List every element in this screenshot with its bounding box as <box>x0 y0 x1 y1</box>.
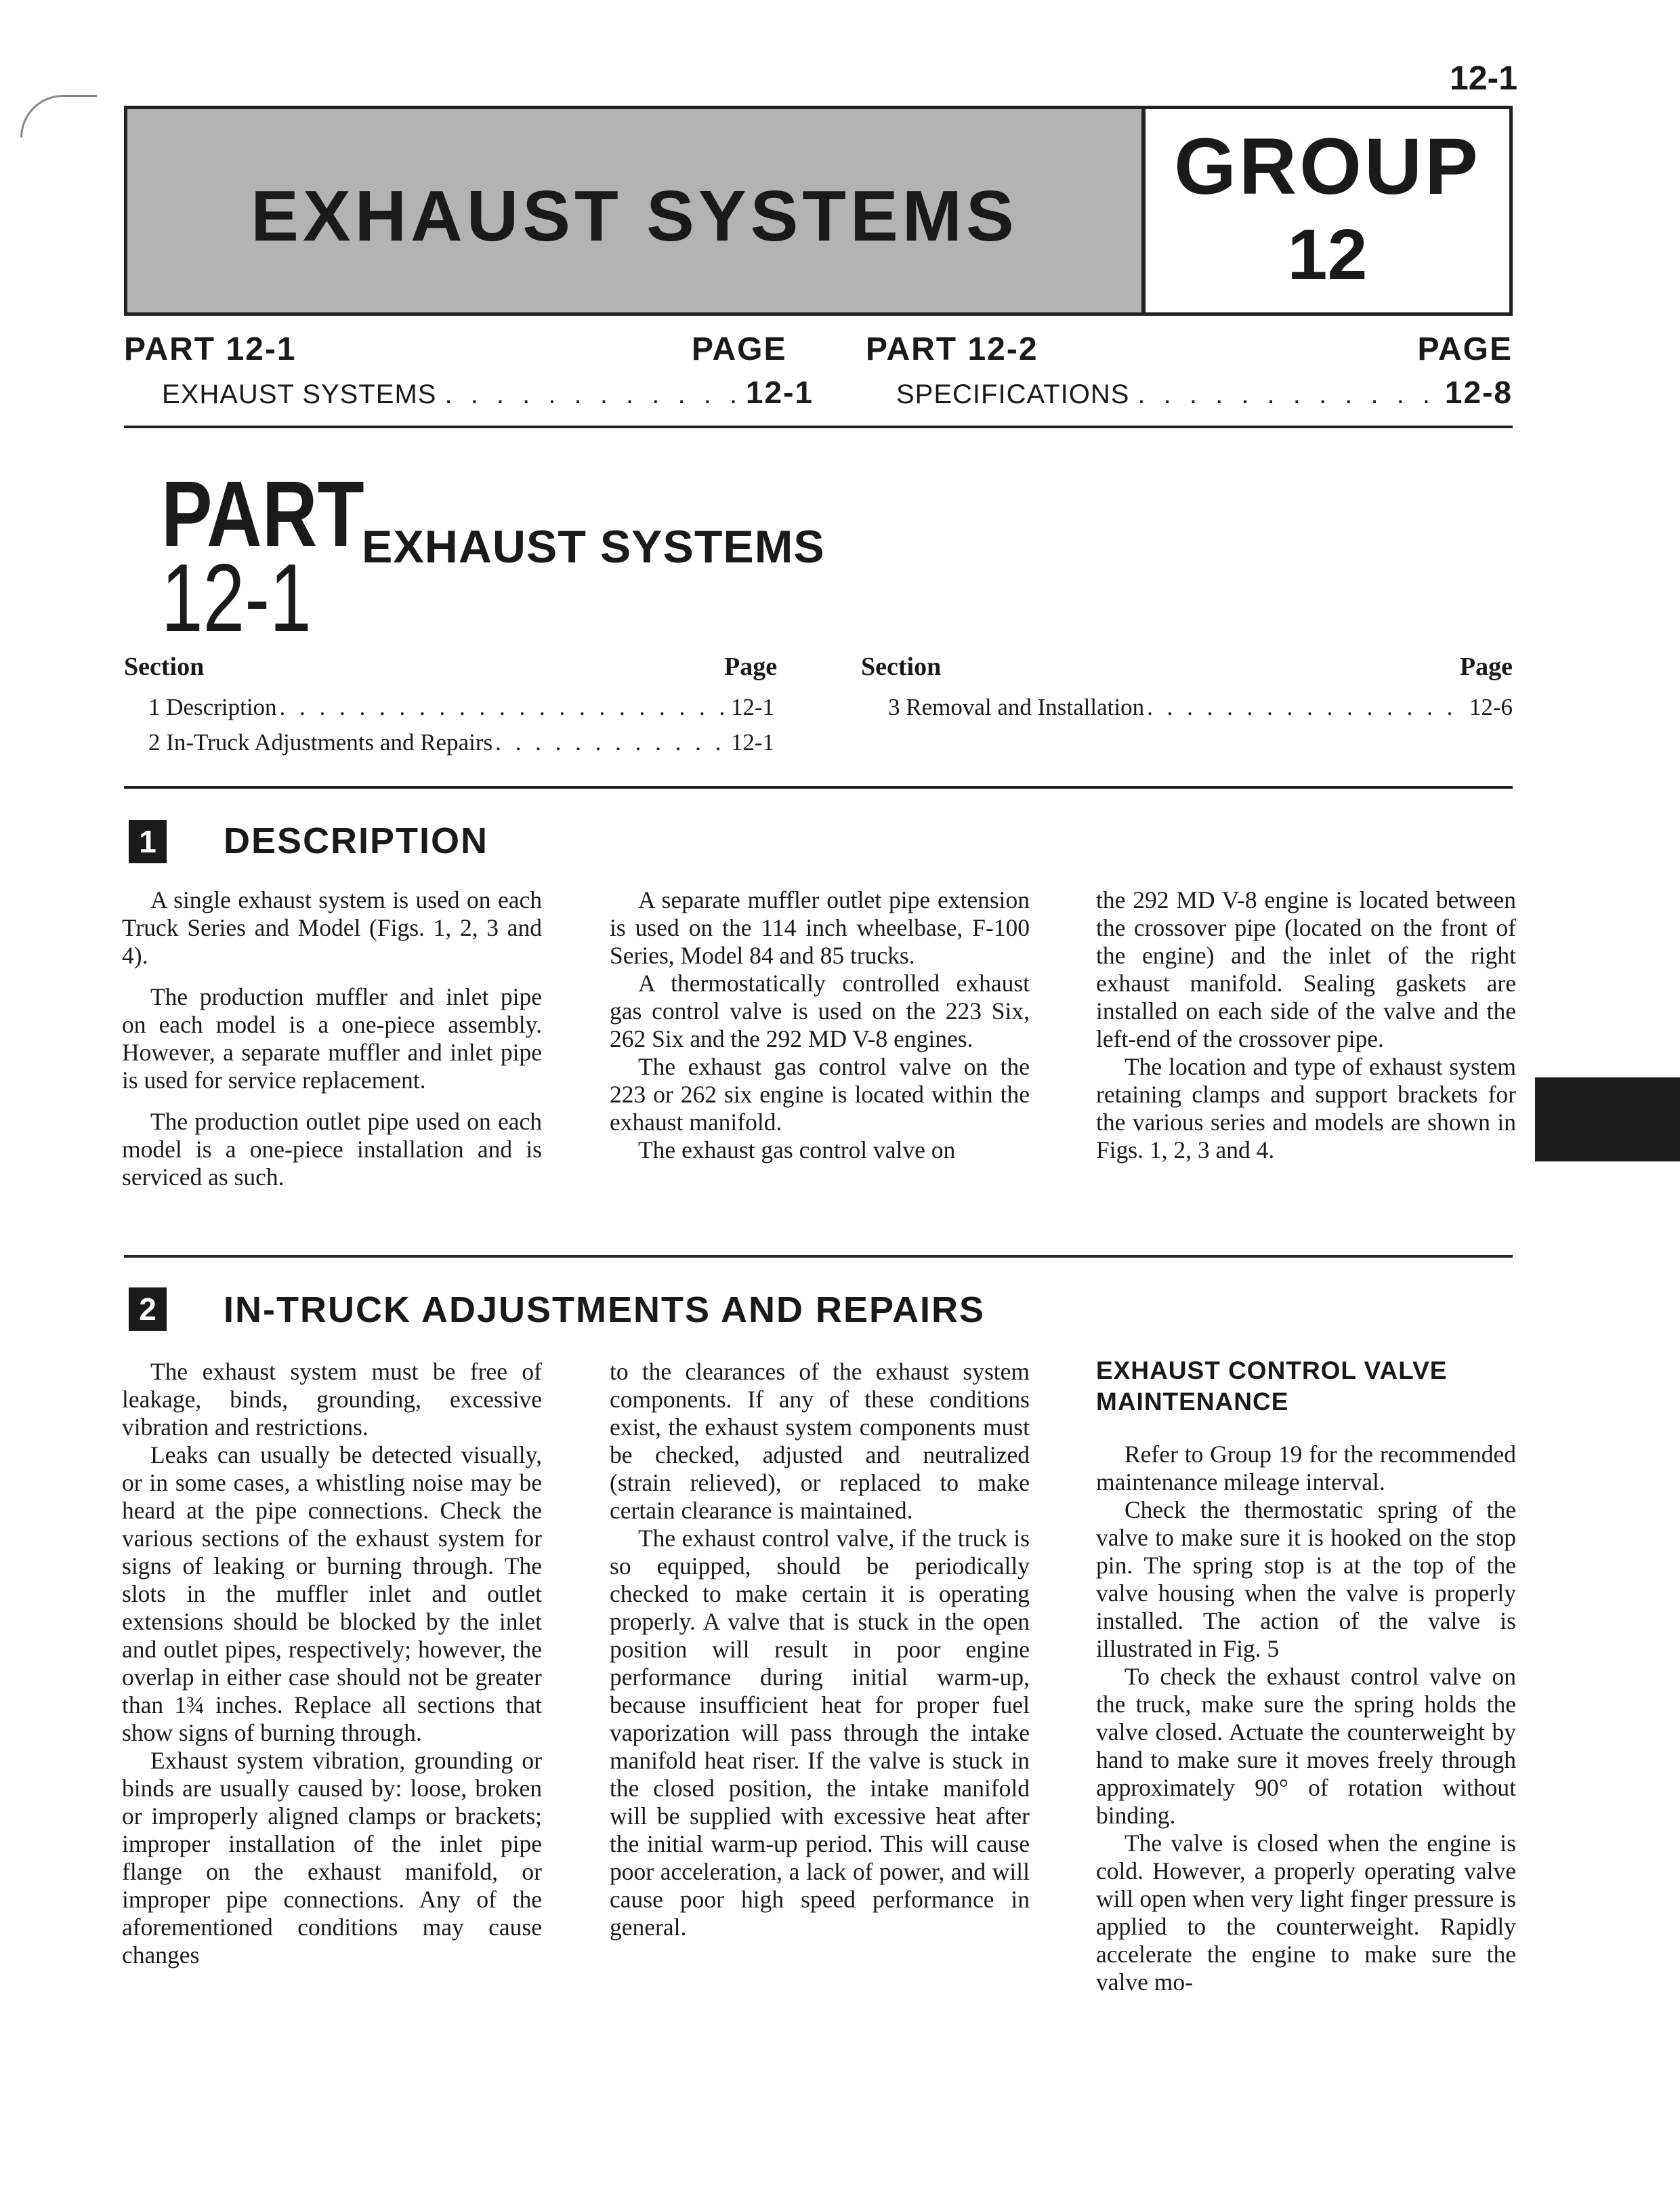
paragraph: The valve is closed when the engine is cold. However, a properly operating valve will open when very light finger pressure is applied to the counterweight. Rapidly accelerate the engine to make sure the valve mo- <box>1096 1830 1516 1996</box>
paragraph: A thermostatically controlled exhaust gas control valve is used on the 223 Six, 262 Six and the 292 MD V-8 engines. <box>610 970 1030 1052</box>
page-label-left: PAGE <box>692 331 787 367</box>
paragraph: The exhaust system must be free of leakage, binds, grounding, excessive vibration and restrictions. <box>122 1358 542 1441</box>
paragraph: The production outlet pipe used on each model is a one-piece installation and is serviced as such. <box>122 1108 542 1191</box>
group-number: 12 <box>1287 215 1368 295</box>
part-label-left: PART 12-1 <box>124 331 297 367</box>
section-title-description: DESCRIPTION <box>224 821 489 861</box>
section-name: 1 Description <box>148 694 277 720</box>
paragraph: The production muffler and inlet pipe on each model is a one-piece assembly. However, a separate muffler and inlet pipe is used for service replacement. <box>122 983 542 1094</box>
section-page: 12-1 <box>730 694 774 720</box>
paragraph: The exhaust gas control valve on <box>638 1136 956 1163</box>
section-page: 12-1 <box>730 729 774 756</box>
adjustments-column-2 <box>610 1358 1030 1941</box>
page-label-left: Page <box>724 653 778 681</box>
page-label-right: PAGE <box>1417 331 1513 367</box>
group-banner <box>124 106 1513 316</box>
paragraph: The exhaust gas control valve on the 223 or 262 six engine is located within the exhaust manifold. <box>610 1053 1030 1136</box>
section-name: 2 In-Truck Adjustments and Repairs <box>148 729 493 756</box>
section-number-badge: 1 <box>129 820 167 863</box>
section-label-left: Section <box>124 653 205 681</box>
paragraph: The exhaust control valve, if the truck is so equipped, should be periodically checked to make certain it is operating properly. A valve that is stuck in the open position will result in poor engine performance during initial warm-up, because insufficient heat for proper fuel vaporization will pass through the intake manifold heat riser. If the valve is stuck in the closed position, the intake manifold will be supplied with excessive heat after the initial warm-up period. This will cause poor acceleration, a lack of power, and will cause poor high speed performance in general. <box>610 1525 1030 1941</box>
paragraph: Leaks can usually be detected visually, or in some cases, a whistling noise may be heard at the pipe connections. Check the various sections of the exhaust system for signs of leaking or burning through. The slots in the muffler inlet and outlet extensions should be blocked by the inlet and outlet pipes, respectively; however, the overlap in either case should not be greater than 1¾ inches. Replace all sections that show signs of burning through. <box>122 1441 542 1746</box>
section-number-badge: 2 <box>129 1287 167 1331</box>
dot-leader <box>1147 694 1467 721</box>
part-page-right: 12-8 <box>1444 375 1513 410</box>
part-title: EXHAUST SYSTEMS <box>362 521 825 573</box>
group-word: GROUP <box>1174 122 1481 211</box>
subheading-exhaust-control-valve: EXHAUST CONTROL VALVE MAINTENANCE <box>1096 1357 1448 1416</box>
paragraph: The location and type of exhaust system retaining clamps and support brackets for the various series and models are shown in Figs. 1, 2, 3 and 4. <box>1096 1053 1516 1163</box>
dot-leader <box>444 379 737 410</box>
page-label-right: Page <box>1459 653 1513 681</box>
paragraph: To check the exhaust control valve on the truck, make sure the spring holds the valve closed. Actuate the counterweight by hand to make sure it moves freely through approximately 90° of rotation without binding. <box>1096 1663 1516 1829</box>
group-box <box>1146 109 1509 312</box>
part-name-right: SPECIFICATIONS <box>896 379 1130 409</box>
adjustments-column-3 <box>1096 1355 1516 1996</box>
divider-rule <box>124 426 1513 428</box>
section-index <box>124 652 1513 760</box>
description-column-2 <box>610 886 1030 1164</box>
paragraph: A separate muffler outlet pipe extension is used on the 114 inch wheelbase, F-100 Series, Model 84 and 85 trucks. <box>610 886 1030 969</box>
section-name: 3 Removal and Installation <box>888 694 1145 720</box>
section-label-right: Section <box>861 653 942 681</box>
section-link-1[interactable] <box>148 694 774 721</box>
divider-rule <box>124 1255 1513 1258</box>
part-label-right: PART 12-2 <box>866 331 1038 367</box>
paragraph: the 292 MD V-8 engine is located between the crossover pipe (located on the front of the engine) and the inlet of the right exhaust manifold. Sealing gaskets are installed on each side of the valve and the left-end of the crossover pipe. <box>1096 886 1516 1052</box>
section-title-adjustments: IN-TRUCK ADJUSTMENTS AND REPAIRS <box>224 1289 986 1330</box>
paragraph: Check the thermostatic spring of the valve to make sure it is hooked on the stop pin. The spring stop is at the top of the valve housing when the valve is properly installed. The action of the valve is illustrated in Fig. 5 <box>1096 1496 1516 1662</box>
section-page: 12-6 <box>1469 694 1513 720</box>
description-column-3 <box>1096 886 1516 1164</box>
part-name-left: EXHAUST SYSTEMS <box>162 379 437 409</box>
paragraph: Refer to Group 19 for the recommended maintenance mileage interval. <box>1096 1441 1516 1495</box>
section-link-2[interactable] <box>148 729 774 756</box>
dot-leader <box>495 729 728 756</box>
parts-index <box>124 331 1513 419</box>
dot-leader <box>1137 379 1437 410</box>
part-link-left[interactable] <box>162 374 814 411</box>
paragraph: Exhaust system vibration, grounding or binds are usually caused by: loose, broken or improperly aligned clamps or brackets; improper installation of the inlet pipe flange on the exhaust manifold, or improper pipe connections. Any of the aforementioned conditions may cause changes <box>122 1747 542 1968</box>
adjustments-column-1 <box>122 1358 542 1969</box>
paragraph: to the clearances of the exhaust system components. If any of these conditions exist, the exhaust system components must be checked, adjusted and neutralized (strain relieved), or replaced to make certain clearance is maintained. <box>610 1358 1030 1524</box>
part-word: PART <box>161 462 364 566</box>
divider-rule <box>124 786 1513 789</box>
part-page-left: 12-1 <box>745 375 814 410</box>
banner-title: EXHAUST SYSTEMS <box>251 176 1018 256</box>
dot-leader <box>280 694 728 721</box>
paragraph: A single exhaust system is used on each Truck Series and Model (Figs. 1, 2, 3 and 4). <box>122 886 542 969</box>
part-link-right[interactable] <box>896 374 1513 411</box>
part-number: 12-1 <box>161 544 312 652</box>
page-number: 12-1 <box>1449 59 1517 97</box>
thumb-index-tab <box>1535 1077 1680 1161</box>
description-column-1 <box>122 886 542 1191</box>
scan-corner-mark <box>20 95 97 138</box>
section-link-3[interactable] <box>888 694 1513 721</box>
